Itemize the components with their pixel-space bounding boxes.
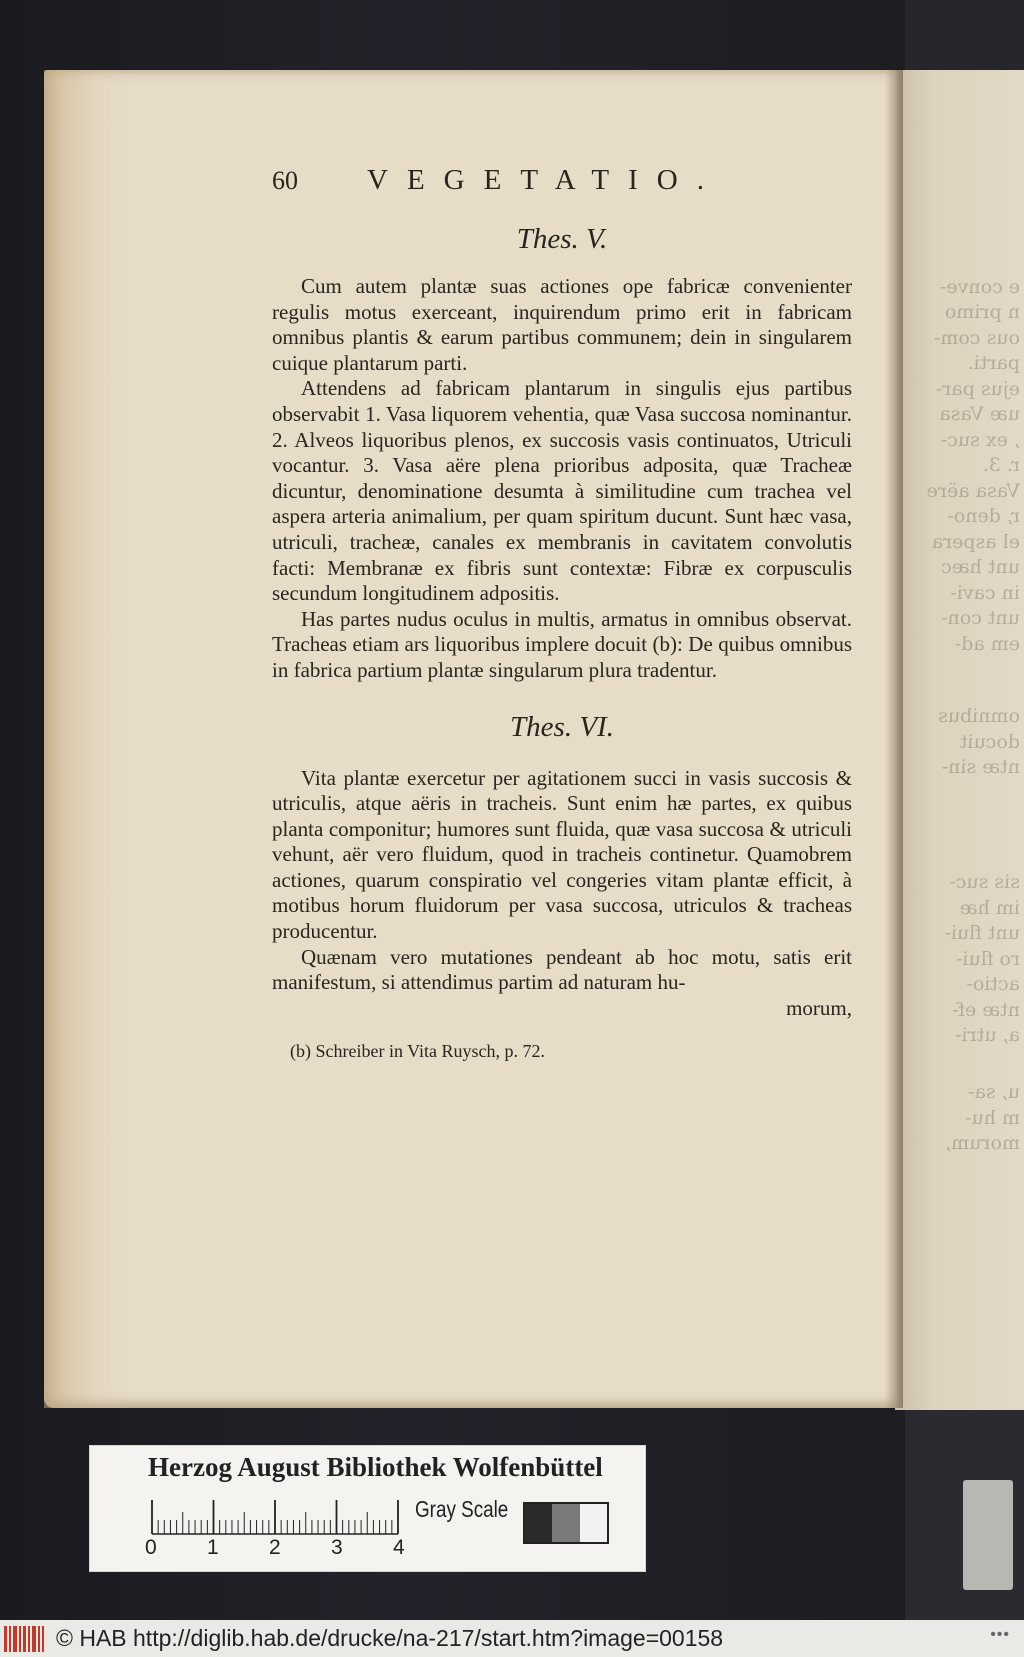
bleed-through-text: parti. — [967, 352, 1020, 374]
ruler-number: 4 — [393, 1536, 405, 1559]
gray-swatch — [525, 1504, 552, 1542]
bleed-through-text: a, utri- — [955, 1024, 1020, 1046]
paragraph: Has partes nudus oculus in multis, armatus in omnibus observat. Tracheas etiam ars liquoribus implere docuit (b): De quibus omnibus in fabrica partium plantæ singularum plura tradentur. — [272, 606, 852, 682]
bleed-through-text: ejus par- — [935, 378, 1020, 400]
bleed-through-text: Vasa aëre — [926, 480, 1020, 502]
page-spine-shading — [885, 70, 903, 1408]
bleed-through-text: ntæ sin- — [941, 756, 1020, 778]
bleed-through-text: el aspera — [931, 531, 1020, 553]
bleed-through-text: docuit — [959, 731, 1020, 753]
bleed-through-text: em ad- — [954, 633, 1020, 655]
bleed-through-text: unt con- — [941, 607, 1020, 629]
bleed-through-text: ro flui- — [956, 948, 1020, 970]
footnote: (b) Schreiber in Vita Ruysch, p. 72. — [290, 1041, 546, 1062]
catchword: morum, — [786, 995, 852, 1020]
bleed-through-text: r. 3. — [982, 454, 1020, 476]
background-strip — [905, 1410, 1024, 1620]
bleed-through-text: unt flui- — [944, 922, 1020, 944]
library-name: Herzog August Bibliothek Wolfenbüttel — [148, 1452, 603, 1482]
gray-swatch — [552, 1504, 579, 1542]
barcode-icon — [2, 1624, 46, 1654]
more-icon[interactable]: ••• — [990, 1626, 1010, 1643]
page-tab — [963, 1480, 1013, 1590]
bleed-through-text: in cavi- — [950, 582, 1020, 604]
bleed-through-text: ntæ ef- — [952, 999, 1020, 1021]
bleed-through-text: , ex suc- — [940, 429, 1020, 451]
bleed-through-text: n primo — [944, 301, 1020, 323]
gray-scale-swatches — [523, 1502, 609, 1544]
facing-page — [895, 70, 1024, 1410]
ruler-numbers — [145, 1536, 415, 1566]
bleed-through-text: r, deno- — [947, 505, 1020, 527]
bleed-through-text: actio- — [966, 973, 1020, 995]
running-title: VEGETATIO. — [367, 164, 723, 196]
bleed-through-text: unt hæc — [941, 556, 1020, 578]
page-text-block — [272, 164, 852, 1065]
copyright-url[interactable]: © HAB http://diglib.hab.de/drucke/na-217/start.htm?image=00158 — [56, 1625, 724, 1651]
gray-swatch — [580, 1504, 607, 1542]
bleed-through-text: morum, — [945, 1132, 1020, 1154]
running-head — [272, 164, 852, 208]
ruler-number: 1 — [207, 1536, 219, 1559]
bleed-through-text: ous com- — [934, 327, 1020, 349]
paragraph: Vita plantæ exercetur per agitationem succi in vasis succosis & utriculis, atque aëris in tracheis. Sunt enim hæ partes, ex quibus planta componitur; humores sunt fluida, quæ vasa succosa & utriculi vehunt, aër vero fluidum, quod in tracheis continetur. Quamobrem actiones, quarum conspiratio vel congeries vitam plantæ efficit, à motibus horum fluidorum per vasa succosa, utriculos & tracheas producentur. — [272, 765, 852, 944]
footer-bar — [0, 1620, 1024, 1657]
bleed-through-text: omnibus — [938, 705, 1020, 727]
ruler-number: 3 — [331, 1536, 343, 1559]
gray-scale-label: Gray Scale — [415, 1496, 509, 1522]
paragraph: Quænam vero mutationes pendeant ab hoc motu, satis erit manifestum, si attendimus partim ad naturam hu- — [272, 944, 852, 995]
page-number: 60 — [272, 166, 298, 195]
ruler-number: 2 — [269, 1536, 281, 1559]
bleed-through-text: im hæ — [959, 897, 1020, 919]
thesis-heading: Thes. V. — [516, 223, 608, 255]
ruler-number: 0 — [145, 1536, 157, 1559]
bleed-through-text: m hu- — [965, 1107, 1020, 1129]
bleed-through-text: e conve- — [940, 276, 1020, 298]
bleed-through-text: uæ Vasa — [939, 403, 1020, 425]
bleed-through-text: u, sa- — [968, 1081, 1020, 1103]
thesis-heading: Thes. VI. — [510, 710, 614, 743]
paragraph: Attendens ad fabricam plantarum in singulis ejus partibus observabit 1. Vasa liquorem vehentia, quæ Vasa succosa nominantur. 2. Alveos liquoribus plenos, ex succosis vasis continuatos, Utriculi vocantur. 3. Vasa aëre plena prioribus adposita, quæ Tracheæ dicuntur, denominatione desumta à similitudine cum trachea vel aspera arteria animalium, per quam spiritum ducunt. Sunt hæc vasa, utriculi, tracheæ, canales ex membranis in cavitatem convolutis facti: Membranæ ex fibris sunt contextæ: Fibræ ex corpusculis secundum longitudinem adpositis. — [272, 376, 852, 606]
paragraph: Cum autem plantæ suas actiones ope fabricæ convenienter regulis motus exerceant, inquirendum primo erit in fabricam omnibus plantis & earum partibus communem; dein in singularem cuique plantarum parti. — [272, 274, 852, 375]
background-strip — [905, 0, 1024, 70]
bleed-through-text: sis suc- — [949, 871, 1020, 893]
ruler-scale — [150, 1498, 400, 1538]
color-scale-card — [90, 1446, 645, 1571]
